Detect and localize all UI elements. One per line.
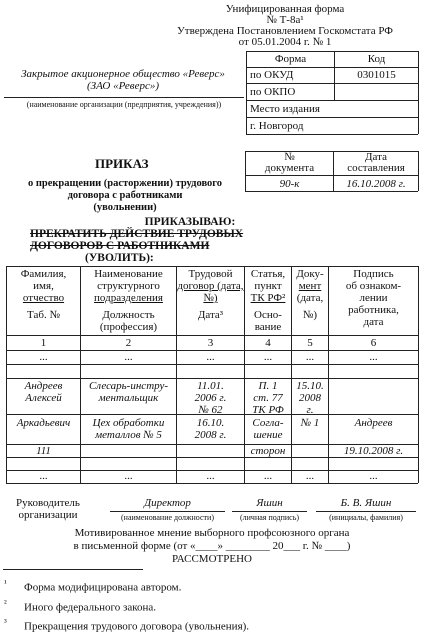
row1-article-l1: П. 1 [258, 380, 278, 392]
row1-article-l2: ст. 77 [253, 392, 283, 404]
row1-name-l2: Алексей [25, 392, 62, 404]
command-block [30, 216, 300, 264]
subheader-tab: Таб. № [27, 309, 60, 321]
row2-contract-l1: 16.10. [196, 417, 225, 429]
col-sign-l2: об ознаком- [345, 280, 402, 292]
col-article-l1: Статья, [250, 268, 286, 280]
row1-dept [81, 380, 176, 404]
row1-dept-l2: ментальщик [98, 392, 159, 404]
dots: ... [263, 351, 273, 363]
row1-doc [292, 380, 328, 416]
footnote-mark: ¹ [4, 578, 7, 588]
footnotes [4, 576, 414, 635]
doc-no-label1: № [284, 151, 295, 163]
dots: ... [305, 470, 315, 482]
col-contract-l1: Трудовой [188, 268, 233, 280]
col-sign-l1: Подпись [353, 268, 394, 280]
subheader-position [81, 309, 176, 333]
row1-contract-l3: № 62 [198, 404, 223, 416]
col-header-sign [329, 268, 418, 328]
head-label-l1: Руководитель [16, 497, 80, 509]
footnote-1 [4, 576, 414, 596]
col-num-3: 3 [207, 337, 214, 349]
col-dept-l3: подразделения [94, 292, 163, 304]
col-doc-l1: Доку- [296, 268, 324, 280]
dots: ... [39, 470, 48, 482]
row3-article: сторон [250, 445, 286, 457]
org-name-line1: Закрытое акционерное общество «Реверс» [21, 68, 225, 80]
dots: ... [305, 351, 315, 363]
col-num-4: 4 [265, 337, 271, 349]
date-header [334, 152, 418, 174]
order-subtitle [6, 178, 244, 214]
dots: ... [124, 351, 133, 363]
footnote-text: Иного федерального закона. [24, 601, 157, 614]
org-name [4, 68, 242, 92]
subheader-date: Дата³ [197, 309, 224, 321]
subheader-basis [245, 309, 291, 333]
dots: ... [206, 470, 215, 482]
footnote-3 [4, 615, 414, 635]
footnote-text: Форма модифицирована автором. [24, 581, 182, 594]
head-label [8, 497, 88, 521]
col-sign-l4: работника, [348, 304, 399, 316]
head-position: Директор [144, 497, 191, 509]
org-name-line2: (ЗАО «Реверс») [86, 80, 159, 92]
row2-sign: Андреев [354, 417, 393, 429]
col-header-contract [177, 268, 244, 304]
dots: ... [369, 351, 378, 363]
header-line4: от 05.01.2004 г. № 1 [238, 36, 332, 48]
row1-doc-l1: 15.10. [296, 380, 324, 392]
row3-tab: 111 [36, 445, 51, 457]
caption-position: (наименование должности) [121, 513, 214, 522]
col-num-6: 6 [370, 337, 377, 349]
row2-dept-l2: металлов № 5 [95, 429, 162, 441]
place-label: Место издания [250, 103, 320, 115]
dots: ... [124, 470, 133, 482]
dots: ... [39, 351, 48, 363]
row2-dept [81, 417, 176, 441]
col-sign-l5: дата [363, 316, 384, 328]
col-num-1: 1 [40, 337, 47, 349]
col-sign-l3: лении [359, 292, 388, 304]
row2-doc: № 1 [300, 417, 320, 429]
union-considered: РАССМОТРЕНО [172, 553, 252, 565]
row1-contract-l2: 2006 г. [194, 392, 227, 404]
row2-dept-l1: Цех обработки [92, 417, 165, 429]
subheader-position-l1: Должность [102, 309, 155, 321]
subheader-no: №) [302, 309, 318, 321]
dots: ... [369, 470, 378, 482]
caption-name: (инициалы, фамилия) [329, 513, 403, 522]
row1-doc-l2: 2008 [299, 392, 321, 404]
row1-article [245, 380, 291, 416]
col-name-l2: имя, [33, 280, 54, 292]
header-line3: Утверждена Постановлением Госкомстата РФ [176, 25, 393, 37]
dots: ... [263, 470, 273, 482]
doc-number-header [246, 152, 333, 174]
col-dept-l2: структурного [97, 280, 160, 292]
footnote-mark: ³ [4, 617, 7, 628]
doc-date: 16.10.2008 г. [346, 178, 406, 190]
row2-article-l2: шение [253, 429, 283, 441]
row2-contract [177, 417, 244, 441]
command-text: ПРИКАЗЫВАЮ: [144, 216, 236, 228]
header-line1: Унифицированная форма [225, 3, 345, 15]
order-title: ПРИКАЗ [95, 156, 149, 171]
row1-article-l3: ТК РФ [252, 404, 284, 416]
row2-contract-l2: 2008 г. [194, 429, 227, 441]
col-article-l2: пункт [254, 280, 282, 292]
footnote-mark: ² [4, 597, 7, 608]
okud-value: 0301015 [357, 69, 396, 81]
order-subtitle-line2: договора с работниками [67, 190, 183, 201]
date-label1: Дата [365, 151, 387, 163]
row1-name [7, 380, 80, 404]
row1-name-l1: Андреев [24, 380, 63, 392]
col-contract-l2: договор (дата, №) [177, 280, 244, 304]
okud-label: по ОКУД [250, 69, 294, 81]
okpo-label: по ОКПО [250, 86, 296, 98]
subheader-basis-l2: вание [254, 321, 282, 333]
subheader-position-l2: (профессия) [99, 321, 158, 333]
col-doc-l3: (дата, [296, 292, 324, 304]
header-line2: № Т-8а¹ [266, 14, 304, 26]
strike-line2: ДОГОВОРОВ С РАБОТНИКАМИ [30, 240, 210, 252]
col-header-article [245, 268, 291, 304]
row3-sign: 19.10.2008 г. [343, 445, 404, 457]
col-header-dept [81, 268, 176, 304]
form-header [150, 4, 420, 48]
place-value: г. Новгород [250, 120, 304, 132]
union-line2: в письменной форме (от «____» ________ 20___ г. № ____) [73, 540, 351, 552]
col-doc-l2: мент [298, 280, 322, 292]
doc-number: 90-к [279, 178, 300, 190]
dots: ... [206, 351, 215, 363]
union-opinion [20, 527, 404, 566]
row2-article-l1: Согла- [252, 417, 284, 429]
subheader-basis-l1: Осно- [254, 309, 282, 321]
col-name-l3: отчество [22, 292, 65, 304]
union-line1: Мотивированное мнение выборного профсоюзного органа [74, 527, 350, 539]
org-caption: (наименование организации (предприятия, учреждения)) [26, 100, 222, 109]
row1-contract [177, 380, 244, 416]
doc-no-label2: документа [264, 162, 315, 174]
caption-signature: (личная подпись) [239, 513, 300, 522]
form-label: Форма [274, 53, 307, 65]
row1-doc-l3: г. [306, 404, 314, 416]
footnote-2 [4, 596, 414, 616]
col-article-l3: ТК РФ² [250, 292, 286, 304]
head-label-l2: организации [18, 509, 78, 521]
strike-line1: ПРЕКРАТИТЬ ДЕЙСТВИЕ ТРУДОВЫХ [30, 228, 244, 240]
col-header-doc [292, 268, 328, 304]
row1-dept-l1: Слесарь-инстру- [88, 380, 169, 392]
col-header-name [7, 268, 80, 304]
date-label2: составления [347, 162, 405, 174]
row2-name: Аркадьевич [16, 417, 71, 429]
code-label: Код [367, 53, 386, 65]
col-num-2: 2 [125, 337, 132, 349]
col-name-l1: Фамилия, [20, 268, 67, 280]
row1-contract-l1: 11.01. [197, 380, 224, 392]
dismiss-text: (УВОЛИТЬ): [85, 252, 154, 264]
head-signature: Яшин [256, 497, 283, 509]
col-num-5: 5 [307, 337, 313, 349]
row2-article [245, 417, 291, 441]
order-subtitle-line3: (увольнении) [93, 202, 157, 213]
order-subtitle-line1: о прекращении (расторжении) трудового [27, 178, 223, 189]
head-name: Б. В. Яшин [340, 497, 392, 509]
footnote-text: Прекращения трудового договора (увольнения). [24, 620, 250, 633]
col-dept-l1: Наименование [94, 268, 163, 280]
